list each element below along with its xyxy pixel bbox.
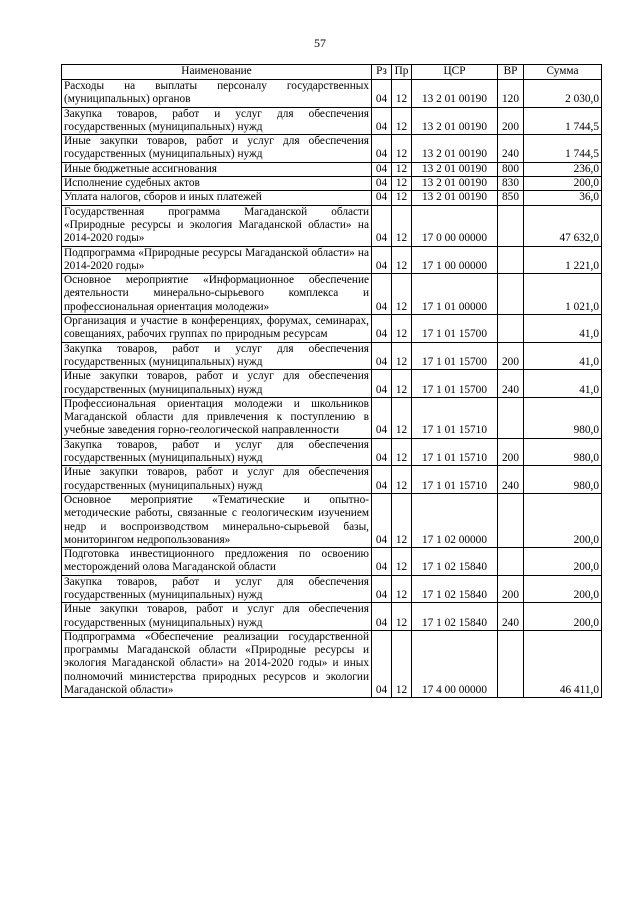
table-header-row <box>62 65 602 80</box>
cell-pr: 12 <box>392 342 412 370</box>
table-row <box>62 177 602 191</box>
cell-sum: 980,0 <box>524 397 602 438</box>
cell-csr: 17 1 02 00000 <box>412 493 498 547</box>
cell-name: Иные бюджетные ассигнования <box>62 162 372 176</box>
cell-rz: 04 <box>372 315 392 343</box>
table-row <box>62 370 602 398</box>
cell-vr: 850 <box>498 191 524 205</box>
budget-table <box>61 64 602 698</box>
cell-pr: 12 <box>392 630 412 697</box>
cell-pr: 12 <box>392 548 412 576</box>
cell-sum: 2 030,0 <box>524 80 602 108</box>
cell-rz: 04 <box>372 466 392 494</box>
cell-csr: 17 1 01 15710 <box>412 466 498 494</box>
cell-sum: 200,0 <box>524 603 602 631</box>
header-rz: Рз <box>372 65 392 80</box>
cell-vr <box>498 205 524 246</box>
cell-vr <box>498 246 524 274</box>
cell-name: Расходы на выплаты персоналу государственных (муниципальных) органов <box>62 80 372 108</box>
cell-sum: 41,0 <box>524 315 602 343</box>
cell-sum: 200,0 <box>524 493 602 547</box>
cell-rz: 04 <box>372 548 392 576</box>
cell-sum: 236,0 <box>524 162 602 176</box>
cell-vr: 240 <box>498 370 524 398</box>
table-row <box>62 397 602 438</box>
cell-sum: 980,0 <box>524 438 602 466</box>
cell-rz: 04 <box>372 191 392 205</box>
cell-csr: 17 0 00 00000 <box>412 205 498 246</box>
cell-rz: 04 <box>372 575 392 603</box>
table-row <box>62 438 602 466</box>
cell-pr: 12 <box>392 370 412 398</box>
table-row <box>62 548 602 576</box>
header-vr: ВР <box>498 65 524 80</box>
table-row <box>62 205 602 246</box>
cell-name: Иные закупки товаров, работ и услуг для обеспечения государственных (муниципальных) нужд <box>62 135 372 163</box>
cell-vr <box>498 315 524 343</box>
cell-rz: 04 <box>372 80 392 108</box>
table-row <box>62 135 602 163</box>
cell-pr: 12 <box>392 575 412 603</box>
cell-csr: 13 2 01 00190 <box>412 135 498 163</box>
cell-pr: 12 <box>392 246 412 274</box>
cell-pr: 12 <box>392 80 412 108</box>
cell-pr: 12 <box>392 177 412 191</box>
cell-vr: 120 <box>498 80 524 108</box>
table-row <box>62 274 602 315</box>
cell-rz: 04 <box>372 493 392 547</box>
cell-rz: 04 <box>372 630 392 697</box>
cell-vr <box>498 274 524 315</box>
cell-sum: 1 744,5 <box>524 107 602 135</box>
cell-vr: 830 <box>498 177 524 191</box>
table-row <box>62 162 602 176</box>
table-row <box>62 342 602 370</box>
table-row <box>62 630 602 697</box>
cell-pr: 12 <box>392 162 412 176</box>
cell-sum: 36,0 <box>524 191 602 205</box>
cell-csr: 17 1 01 15710 <box>412 438 498 466</box>
cell-sum: 1 021,0 <box>524 274 602 315</box>
cell-sum: 46 411,0 <box>524 630 602 697</box>
cell-vr: 200 <box>498 342 524 370</box>
cell-name: Организация и участие в конференциях, форумах, семинарах, совещаниях, рабочих группах по природным ресурсам <box>62 315 372 343</box>
cell-name: Иные закупки товаров, работ и услуг для обеспечения государственных (муниципальных) нужд <box>62 370 372 398</box>
cell-csr: 17 1 01 15710 <box>412 397 498 438</box>
cell-vr: 200 <box>498 575 524 603</box>
cell-csr: 13 2 01 00190 <box>412 177 498 191</box>
cell-rz: 04 <box>372 205 392 246</box>
table-row <box>62 80 602 108</box>
cell-rz: 04 <box>372 246 392 274</box>
cell-csr: 17 1 01 15700 <box>412 315 498 343</box>
cell-name: Подготовка инвестиционного предложения по освоению месторождений олова Магаданской области <box>62 548 372 576</box>
table-row <box>62 493 602 547</box>
cell-sum: 200,0 <box>524 177 602 191</box>
cell-vr <box>498 493 524 547</box>
cell-sum: 41,0 <box>524 342 602 370</box>
table-row <box>62 107 602 135</box>
cell-name: Иные закупки товаров, работ и услуг для обеспечения государственных (муниципальных) нужд <box>62 466 372 494</box>
cell-name: Закупка товаров, работ и услуг для обеспечения государственных (муниципальных) нужд <box>62 438 372 466</box>
cell-sum: 1 221,0 <box>524 246 602 274</box>
cell-pr: 12 <box>392 274 412 315</box>
cell-sum: 200,0 <box>524 575 602 603</box>
cell-rz: 04 <box>372 177 392 191</box>
cell-pr: 12 <box>392 438 412 466</box>
cell-vr: 200 <box>498 107 524 135</box>
cell-vr: 240 <box>498 466 524 494</box>
cell-rz: 04 <box>372 107 392 135</box>
header-pr: Пр <box>392 65 412 80</box>
cell-rz: 04 <box>372 438 392 466</box>
cell-sum: 200,0 <box>524 548 602 576</box>
cell-vr <box>498 548 524 576</box>
table-row <box>62 603 602 631</box>
cell-csr: 17 1 02 15840 <box>412 575 498 603</box>
cell-name: Иные закупки товаров, работ и услуг для обеспечения государственных (муниципальных) нужд <box>62 603 372 631</box>
cell-name: Закупка товаров, работ и услуг для обеспечения государственных (муниципальных) нужд <box>62 575 372 603</box>
cell-pr: 12 <box>392 493 412 547</box>
cell-pr: 12 <box>392 315 412 343</box>
table-body <box>62 80 602 698</box>
cell-vr: 240 <box>498 135 524 163</box>
cell-vr <box>498 630 524 697</box>
cell-sum: 47 632,0 <box>524 205 602 246</box>
cell-rz: 04 <box>372 135 392 163</box>
table-row <box>62 466 602 494</box>
cell-csr: 17 4 00 00000 <box>412 630 498 697</box>
cell-rz: 04 <box>372 397 392 438</box>
cell-rz: 04 <box>372 370 392 398</box>
cell-csr: 17 1 02 15840 <box>412 603 498 631</box>
cell-name: Основное мероприятие «Информационное обеспечение деятельности минерально-сырьевого комплекса и профессиональная ориентация молодежи» <box>62 274 372 315</box>
table-row <box>62 315 602 343</box>
cell-vr: 240 <box>498 603 524 631</box>
cell-csr: 17 1 01 15700 <box>412 370 498 398</box>
cell-csr: 13 2 01 00190 <box>412 191 498 205</box>
cell-rz: 04 <box>372 274 392 315</box>
header-name: Наименование <box>62 65 372 80</box>
cell-vr <box>498 397 524 438</box>
cell-pr: 12 <box>392 603 412 631</box>
cell-csr: 17 1 00 00000 <box>412 246 498 274</box>
table-row <box>62 246 602 274</box>
table-row <box>62 575 602 603</box>
cell-csr: 17 1 01 15700 <box>412 342 498 370</box>
cell-name: Основное мероприятие «Тематические и опытно-методические работы, связанные с геологическим изучением недр и воспроизводством минерально-сырьевой базы, мониторингом недропользования» <box>62 493 372 547</box>
cell-sum: 41,0 <box>524 370 602 398</box>
cell-sum: 980,0 <box>524 466 602 494</box>
cell-vr: 800 <box>498 162 524 176</box>
cell-csr: 13 2 01 00190 <box>412 107 498 135</box>
cell-csr: 13 2 01 00190 <box>412 162 498 176</box>
cell-name: Подпрограмма «Природные ресурсы Магаданской области» на 2014-2020 годы» <box>62 246 372 274</box>
cell-name: Исполнение судебных актов <box>62 177 372 191</box>
cell-name: Закупка товаров, работ и услуг для обеспечения государственных (муниципальных) нужд <box>62 342 372 370</box>
cell-rz: 04 <box>372 342 392 370</box>
cell-pr: 12 <box>392 205 412 246</box>
cell-name: Профессиональная ориентация молодежи и школьников Магаданской области для привлечения к поступлению в учебные заведения горно-геологической направленности <box>62 397 372 438</box>
cell-pr: 12 <box>392 466 412 494</box>
cell-csr: 13 2 01 00190 <box>412 80 498 108</box>
cell-pr: 12 <box>392 107 412 135</box>
cell-name: Государственная программа Магаданской области «Природные ресурсы и экология Магаданской области» на 2014-2020 годы» <box>62 205 372 246</box>
cell-pr: 12 <box>392 191 412 205</box>
header-csr: ЦСР <box>412 65 498 80</box>
cell-vr: 200 <box>498 438 524 466</box>
page-number: 57 <box>314 36 326 50</box>
cell-name: Подпрограмма «Обеспечение реализации государственной программы Магаданской области «Природные ресурсы и экология Магаданской области» на 2014-2020 годы» и иных полномочий министерства природных ресурсов и экологии Магаданской области» <box>62 630 372 697</box>
cell-csr: 17 1 02 15840 <box>412 548 498 576</box>
cell-pr: 12 <box>392 135 412 163</box>
table-row <box>62 191 602 205</box>
cell-name: Закупка товаров, работ и услуг для обеспечения государственных (муниципальных) нужд <box>62 107 372 135</box>
cell-csr: 17 1 01 00000 <box>412 274 498 315</box>
cell-sum: 1 744,5 <box>524 135 602 163</box>
cell-pr: 12 <box>392 397 412 438</box>
cell-rz: 04 <box>372 162 392 176</box>
cell-name: Уплата налогов, сборов и иных платежей <box>62 191 372 205</box>
cell-rz: 04 <box>372 603 392 631</box>
header-sum: Сумма <box>524 65 602 80</box>
